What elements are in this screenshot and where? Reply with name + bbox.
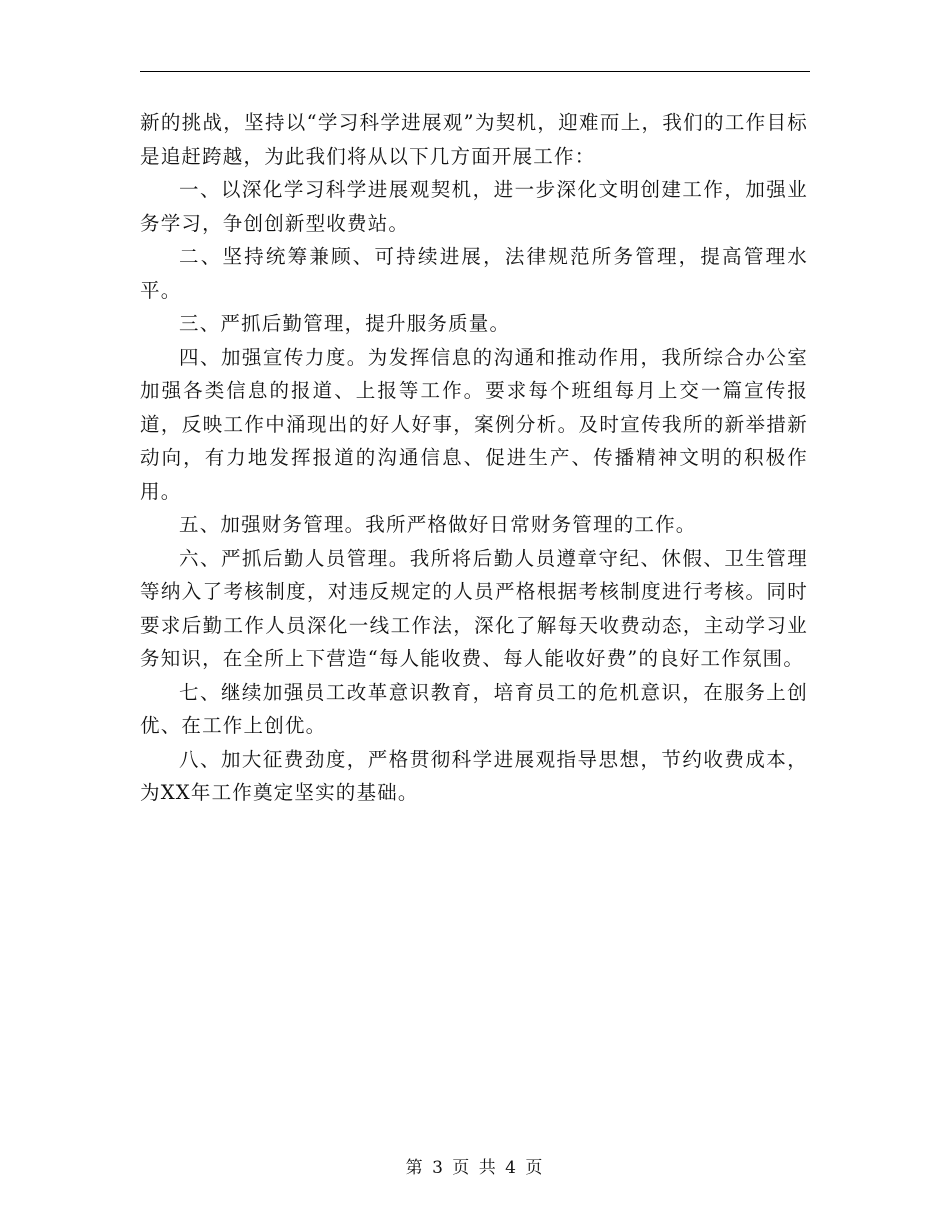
paragraph-item-8: 八、加大征费劲度，严格贯彻科学进展观指导思想，节约收费成本，为XX年工作奠定坚实的基础。 (140, 747, 808, 804)
header-rule (140, 71, 810, 72)
page-label-suffix: 页 (525, 1158, 545, 1178)
page-label-mid: 页 共 (452, 1158, 498, 1178)
paragraph-item-1: 一、以深化学习科学进展观契机，进一步深化文明创建工作，加强业务学习，争创创新型收费站。 (140, 178, 808, 235)
paragraph-item-7: 七、继续加强员工改革意识教育，培育员工的危机意识，在服务上创优、在工作上创优。 (140, 680, 808, 737)
document-body (140, 106, 808, 810)
paragraph-item-4: 四、加强宣传力度。为发挥信息的沟通和推动作用，我所综合办公室加强各类信息的报道、上报等工作。要求每个班组每月上交一篇宣传报道，反映工作中涌现出的好人好事，案例分析。及时宣传我所的新举措新动向，有力地发挥报道的沟通信息、促进生产、传播精神文明的积极作用。 (140, 345, 808, 503)
current-page-number: 3 (432, 1158, 445, 1178)
paragraph-item-2: 二、坚持统筹兼顾、可持续进展，法律规范所务管理，提高管理水平。 (140, 245, 808, 302)
paragraph-item-3: 三、严抓后勤管理，提升服务质量。 (179, 312, 511, 335)
page-number-footer (0, 1153, 950, 1178)
total-pages-number: 4 (505, 1158, 518, 1178)
page-label-prefix: 第 (405, 1158, 425, 1178)
paragraph-item-6: 六、严抓后勤人员管理。我所将后勤人员遵章守纪、休假、卫生管理等纳入了考核制度，对违反规定的人员严格根据考核制度进行考核。同时要求后勤工作人员深化一线工作法，深化了解每天收费动态，主动学习业务知识，在全所上下营造“每人能收费、每人能收好费”的良好工作氛围。 (140, 546, 808, 670)
paragraph-continuation: 新的挑战，坚持以“学习科学进展观”为契机，迎难而上，我们的工作目标是追赶跨越，为此我们将从以下几方面开展工作： (140, 111, 808, 168)
paragraph-item-5: 五、加强财务管理。我所严格做好日常财务管理的工作。 (179, 513, 697, 536)
